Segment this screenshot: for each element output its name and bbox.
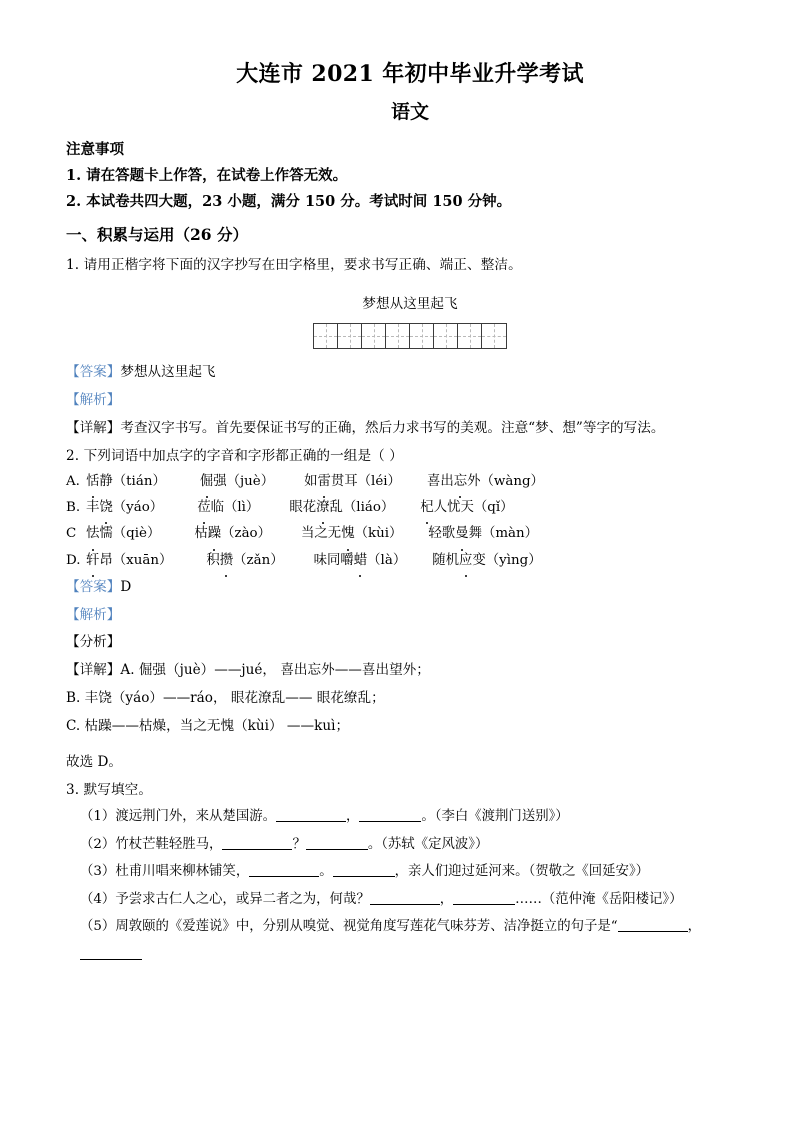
option-item-pre: 喜出 — [426, 474, 454, 490]
fenxi-label: 【分析】 — [66, 634, 121, 651]
item-number: （4） — [80, 891, 116, 907]
item-text-after: ……（范仲淹《岳阳楼记》） — [515, 891, 683, 907]
item-text-after: ，亲人们迎过延河来。（贺敬之《回延安》） — [394, 864, 650, 880]
item-separator: ， — [346, 809, 360, 825]
analysis-label: 【解析】 — [66, 606, 121, 623]
page-title: 大连市 2021 年初中毕业升学考试 — [236, 61, 584, 87]
option-item-post: （là） — [367, 552, 407, 568]
emphasis-dot-char: 恬 — [86, 469, 99, 495]
option-item-post: 昂（xuān） — [99, 552, 173, 568]
notice-heading: 注意事项 — [66, 141, 124, 159]
item-text-after: 。（苏轼《定风波》） — [367, 836, 489, 852]
emphasis-dot-char: 攒 — [220, 548, 233, 574]
tianzige-cell — [314, 324, 338, 348]
option-item-pre: 丰 — [86, 500, 100, 516]
answer-blank[interactable] — [359, 809, 421, 823]
option-item-post: 懦（qiè） — [99, 526, 161, 542]
item-separator: 。 — [319, 864, 333, 880]
notice-line-2: 2. 本试卷共四大题，23 小题，满分 150 分。考试时间 150 分钟。 — [66, 192, 512, 210]
answer-value: D — [120, 578, 132, 595]
fill-blank-item[interactable] — [66, 803, 754, 830]
detail-text-a: A. 倔强（juè）——jué， 喜出忘外——喜出望外； — [120, 662, 430, 679]
notice-line-1: 1. 请在答题卡上作答，在试卷上作答无效。 — [66, 166, 348, 184]
option-item — [427, 469, 544, 495]
option-item-pre: 枯 — [194, 526, 208, 542]
question-2-detail-1 — [66, 657, 754, 685]
tianzige-cell — [362, 324, 386, 348]
answer-blank[interactable] — [618, 918, 688, 932]
fill-blank-item[interactable] — [66, 886, 754, 913]
item-text-after: 。（李白《渡荆门送别》） — [421, 809, 569, 825]
option-item-post: 人忧天（qǐ） — [433, 500, 514, 516]
item-text-before: 渡远荆门外，来从楚国游。 — [115, 809, 276, 825]
emphasis-dot-char: 应 — [459, 548, 472, 574]
emphasis-dot-char: 曼 — [455, 521, 468, 547]
option-label: D. — [66, 552, 81, 568]
tianzige-cell — [338, 324, 362, 348]
option-item — [314, 548, 407, 574]
spacer — [66, 351, 754, 359]
question-2-options — [66, 469, 754, 574]
question-1-answer — [66, 359, 754, 387]
emphasis-dot-char: 怯 — [86, 521, 99, 547]
section-one-heading: 一、积累与运用（26 分） — [66, 225, 248, 245]
tianzige-cell — [386, 324, 410, 348]
option-item-post: 强（juè） — [213, 474, 275, 490]
option-item-post: （zào） — [221, 526, 272, 542]
emphasis-dot-char: 轩 — [86, 548, 99, 574]
option-item-pre: 随机 — [432, 552, 459, 568]
detail-label: 【详解】 — [66, 662, 121, 679]
question-2-analysis — [66, 602, 754, 630]
tianzige-cell — [410, 324, 434, 348]
answer-blank[interactable] — [370, 891, 440, 905]
option-item-post: 临（lì） — [210, 500, 260, 516]
emphasis-dot-char: 愧 — [341, 521, 354, 547]
question-1-stem: 1. 请用正楷字将下面的汉字抄写在田字格里，要求书写正确、端正、整洁。 — [66, 256, 522, 273]
option-item-pre: 当之无 — [301, 526, 342, 542]
question-1-detail — [66, 415, 754, 443]
detail-text: 考查汉字书写。首先要保证书写的正确，然后力求书写的美观。注意“梦、想”等字的写法。 — [120, 419, 665, 436]
emphasis-dot-char: 饶 — [99, 495, 112, 521]
emphasis-dot-char: 倔 — [200, 469, 213, 495]
tianzige-cell — [434, 324, 458, 348]
answer-value: 梦想从这里起飞 — [120, 364, 216, 381]
question-2-conclusion: 故选 D。 — [66, 753, 123, 770]
question-2-fenxi — [66, 629, 754, 657]
emphasis-dot-char: 蜡 — [354, 548, 367, 574]
item-number: （1） — [80, 809, 116, 825]
option-item-post: 贯耳（léi） — [330, 474, 401, 490]
fill-blank-item[interactable] — [66, 913, 754, 968]
item-separator: ， — [439, 891, 454, 907]
question-3-stem: 3. 默写填空。 — [66, 781, 153, 798]
option-item-pre: 眼花 — [289, 500, 317, 516]
answer-blank[interactable] — [276, 809, 346, 823]
emphasis-dot-char: 潦 — [316, 495, 329, 521]
emphasis-dot-char: 雷 — [318, 469, 331, 495]
analysis-label: 【解析】 — [66, 391, 121, 408]
item-separator: ？ — [292, 836, 306, 852]
option-item-pre: 轻歌 — [428, 526, 456, 542]
answer-blank[interactable] — [249, 864, 319, 878]
option-item-post: 外（wàng） — [467, 474, 544, 490]
question-2-stem: 2. 下列词语中加点字的字音和字形都正确的一组是（ ） — [66, 447, 403, 464]
option-item — [420, 495, 513, 521]
option-item — [206, 548, 283, 574]
option-item — [86, 495, 163, 521]
fill-blank-item[interactable] — [66, 858, 754, 885]
question-3-items — [66, 803, 754, 968]
grid-caption: 梦想从这里起飞 — [362, 296, 458, 313]
option-item-post: 舞（màn） — [468, 526, 539, 542]
answer-label: 【答案】 — [66, 578, 121, 595]
option-item — [86, 548, 172, 574]
option-item — [289, 495, 394, 521]
option-row[interactable] — [66, 521, 754, 547]
item-text-before: 予尝求古仁人之心，或异二者之为，何哉？ — [115, 891, 370, 907]
item-text-before: 杜甫川唱来柳林铺笑， — [115, 864, 250, 880]
answer-blank[interactable] — [80, 946, 142, 960]
subject-title: 语文 — [390, 101, 429, 123]
emphasis-dot-char: 莅 — [197, 495, 210, 521]
option-item-post: （kùi） — [354, 526, 403, 542]
option-item-pre: 如 — [304, 474, 318, 490]
option-item-post: （yáo） — [112, 500, 164, 516]
item-separator: ， — [687, 919, 701, 935]
answer-blank[interactable] — [306, 836, 368, 850]
tianzige-wrapper — [66, 323, 754, 349]
option-item-post: 乱（liáo） — [329, 500, 395, 516]
item-number: （3） — [80, 864, 116, 880]
option-item — [197, 495, 259, 521]
question-2-detail-3: C. 枯躁——枯燥，当之无愧（kùi） ——kuì； — [66, 718, 350, 735]
option-item-pre: 味同嚼 — [313, 552, 354, 568]
emphasis-dot-char: 忘 — [454, 469, 467, 495]
tianzige-cell — [482, 324, 506, 348]
option-item — [86, 469, 166, 495]
spacer — [66, 278, 754, 286]
option-row[interactable] — [66, 548, 754, 574]
tianzige-cell — [458, 324, 482, 348]
option-label: B. — [66, 500, 81, 516]
detail-label: 【详解】 — [66, 419, 121, 436]
tianzige-grid — [313, 323, 507, 349]
option-row[interactable] — [66, 495, 754, 521]
option-item-post: （zǎn） — [233, 552, 284, 568]
option-item — [200, 469, 274, 495]
option-label: A. — [66, 474, 80, 490]
answer-blank[interactable] — [333, 864, 395, 878]
option-item — [428, 521, 538, 547]
answer-blank[interactable] — [453, 891, 515, 905]
answer-blank[interactable] — [222, 836, 292, 850]
question-2-detail-2: B. 丰饶（yáo）——ráo， 眼花潦乱—— 眼花缭乱； — [66, 690, 385, 707]
option-item — [194, 521, 271, 547]
option-item — [432, 548, 541, 574]
emphasis-dot-char: 杞 — [420, 495, 433, 521]
option-item-pre: 积 — [206, 552, 220, 568]
option-item-post: 变（yìng） — [472, 552, 542, 568]
spacer — [66, 741, 754, 749]
option-item — [301, 521, 402, 547]
option-label: C — [66, 526, 77, 542]
option-item — [304, 469, 401, 495]
question-2-answer — [66, 574, 754, 602]
question-1-analysis — [66, 387, 754, 415]
item-number: （2） — [80, 836, 116, 852]
option-row[interactable] — [66, 469, 754, 495]
emphasis-dot-char: 躁 — [208, 521, 221, 547]
answer-label: 【答案】 — [66, 364, 121, 381]
item-number: （5） — [80, 919, 116, 935]
fill-blank-item[interactable] — [66, 831, 754, 858]
item-text-before: 周敦颐的《爱莲说》中，分别从嗅觉、视觉角度写莲花气味芬芳、洁净挺立的句子是“ — [115, 919, 618, 935]
item-text-before: 竹杖芒鞋轻胜马， — [115, 836, 223, 852]
option-item — [86, 521, 160, 547]
page-content — [66, 58, 754, 968]
option-item-post: 静（tián） — [99, 474, 166, 490]
